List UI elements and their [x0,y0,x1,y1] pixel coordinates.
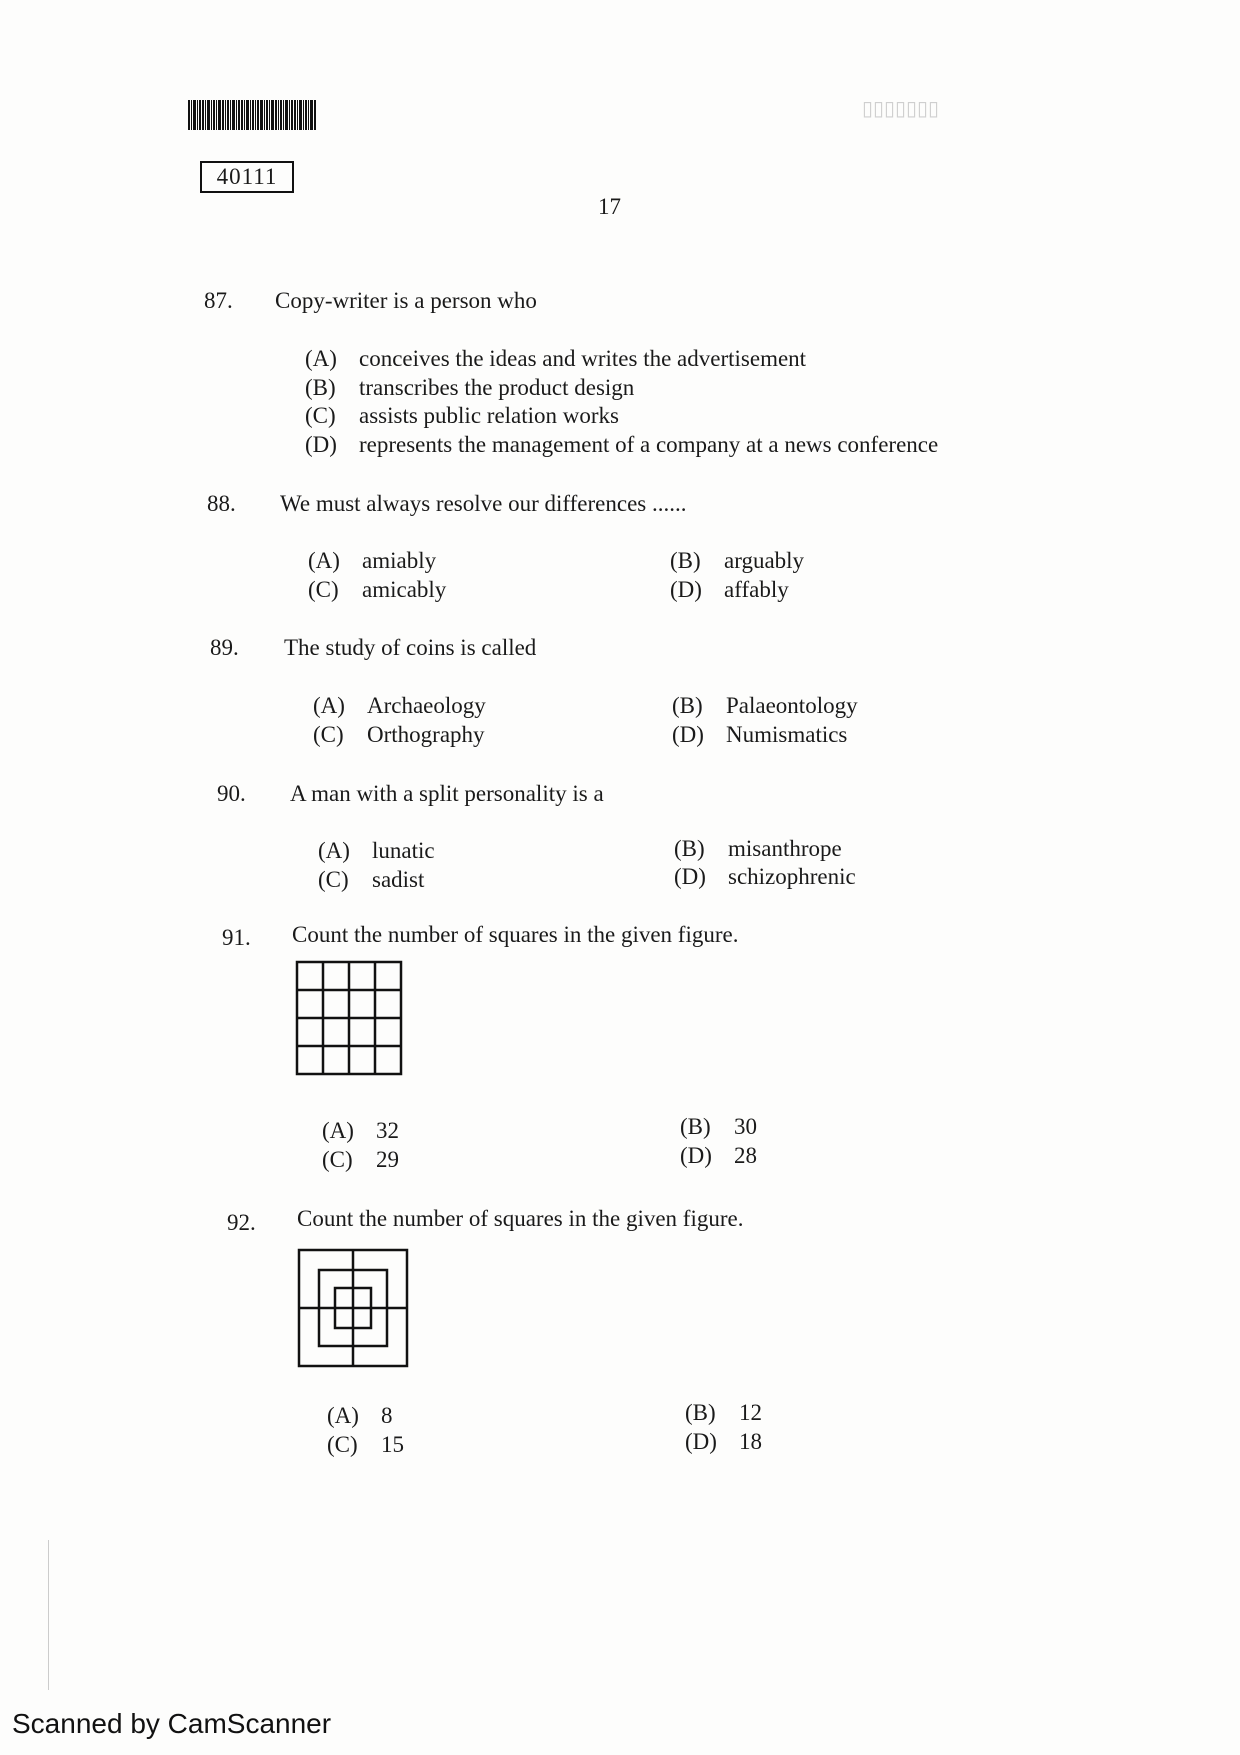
option: (C) amicably [308,577,447,602]
question-number: 87. [204,288,233,313]
scan-edge-line [48,1540,49,1690]
option: (B) misanthrope [674,836,842,861]
option: (A) 8 [327,1403,393,1428]
question-text: We must always resolve our differences ...... [280,491,687,516]
booklet-code: 40111 [200,161,294,193]
question-text: A man with a split personality is a [290,781,604,806]
grid-square-figure [295,960,405,1078]
option: (C) assists public relation works [305,403,619,428]
scanner-watermark: Scanned by CamScanner [12,1708,332,1739]
option: (B) Palaeontology [672,693,858,718]
nested-squares-figure [297,1248,411,1370]
option: (D) schizophrenic [674,864,856,889]
option: (C) Orthography [313,722,485,747]
option: (A) conceives the ideas and writes the advertisement [305,346,807,371]
option: (B) transcribes the product design [305,375,635,400]
option: (C) 15 [327,1432,404,1457]
option: (D) 28 [680,1143,757,1168]
question-text: The study of coins is called [284,635,537,660]
bleed-through-mark: ▯▯▯▯▯▯▯ [862,98,940,120]
option: (A) amiably [308,548,437,573]
option: (B) arguably [670,548,805,573]
question-number: 90. [217,781,246,806]
option: (B) 30 [680,1114,757,1139]
question-text: Count the number of squares in the given figure. [297,1206,744,1231]
option: (C) 29 [322,1147,399,1172]
question-number: 89. [210,635,239,660]
option: (B) 12 [685,1400,762,1425]
page-number: 17 [598,194,621,219]
option: (D) affably [670,577,789,602]
option: (C) sadist [318,867,425,892]
question-text: Copy-writer is a person who [275,288,537,313]
question-text: Count the number of squares in the given figure. [292,922,739,947]
option: (D) represents the management of a company at a news conference [305,432,939,457]
barcode [188,100,346,130]
option: (A) 32 [322,1118,399,1143]
question-number: 92. [227,1210,256,1235]
option: (A) Archaeology [313,693,486,718]
question-number: 91. [222,925,251,950]
option: (A) lunatic [318,838,435,863]
option: (D) 18 [685,1429,762,1454]
option: (D) Numismatics [672,722,848,747]
question-number: 88. [207,491,236,516]
